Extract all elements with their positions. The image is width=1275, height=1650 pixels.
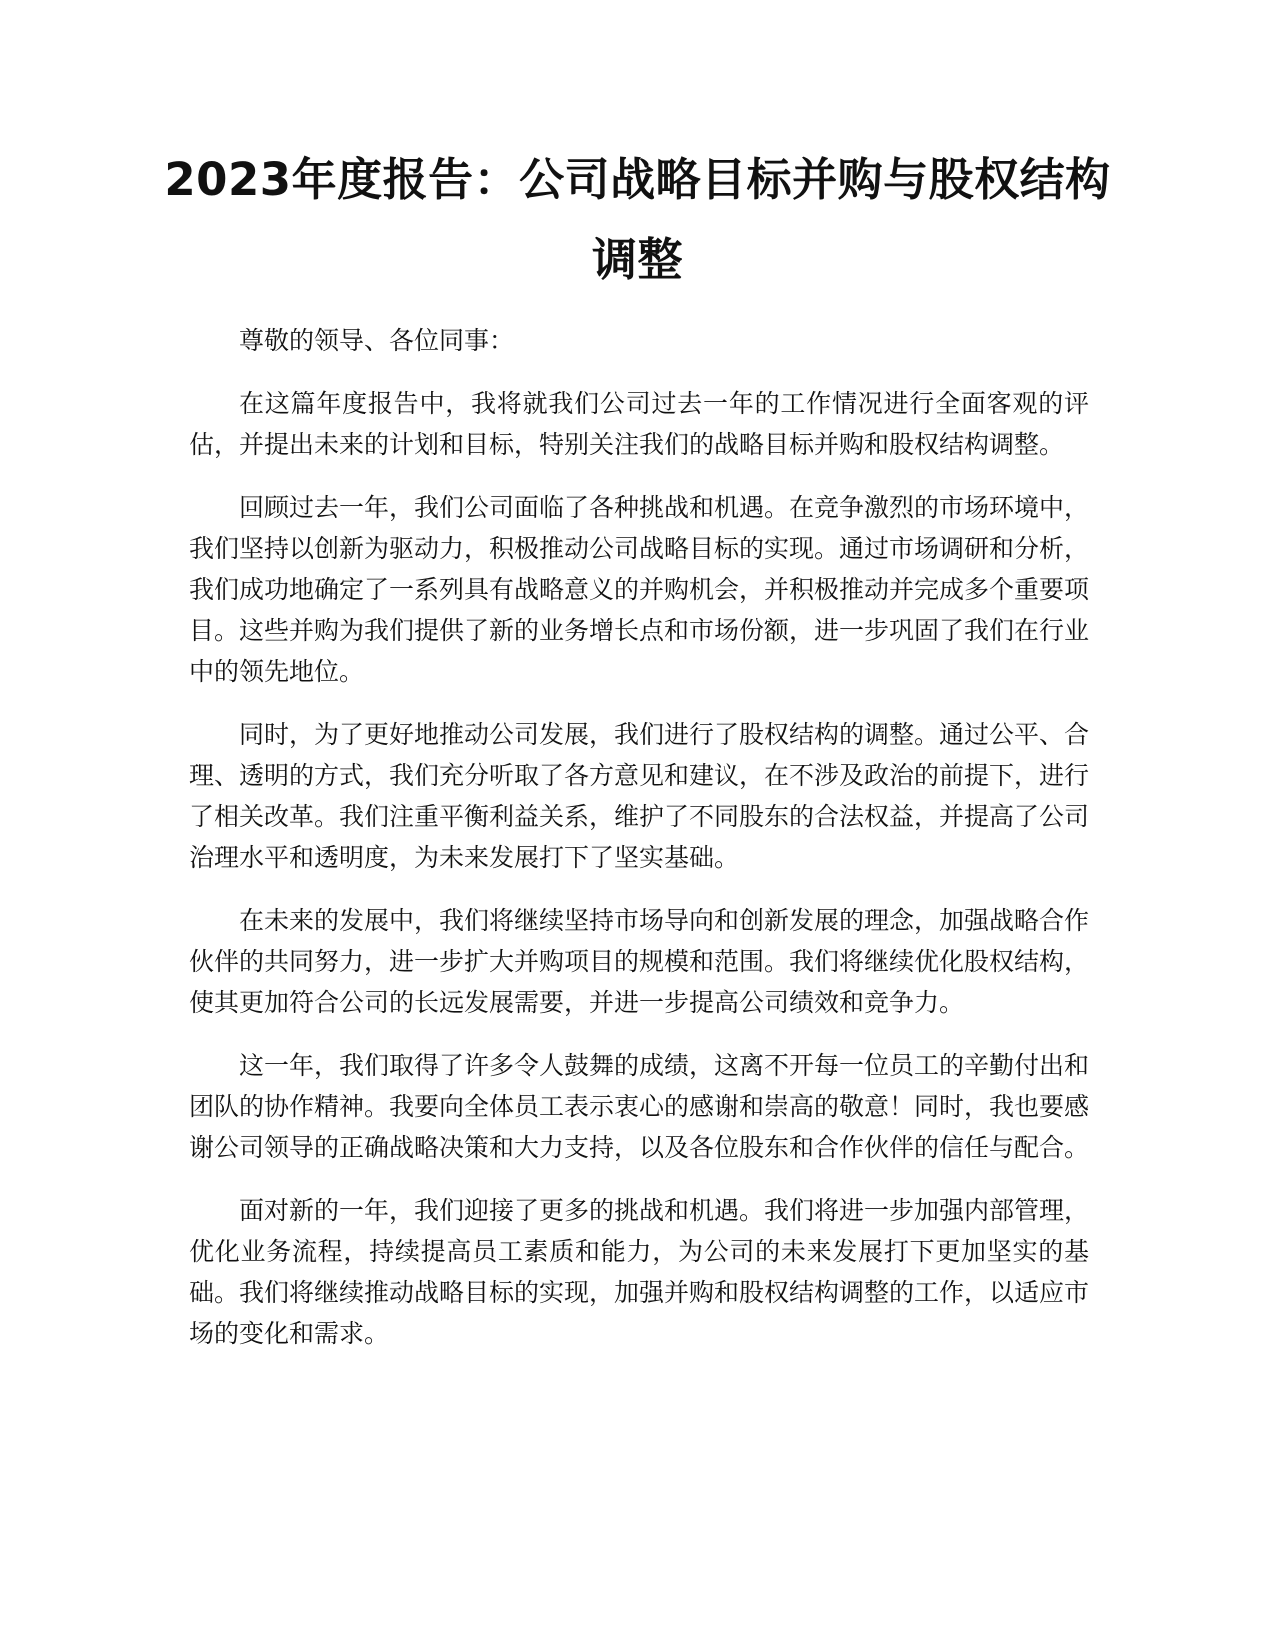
paragraph-6: 面对新的一年，我们迎接了更多的挑战和机遇。我们将进一步加强内部管理，优化业务流程，持续提高员工素质和能力，为公司的未来发展打下更加坚实的基础。我们将继续推动战略目标的实现，加强并购和股权结构调整的工作，以适应市场的变化和需求。 [189, 1196, 1090, 1348]
paragraph-2: 回顾过去一年，我们公司面临了各种挑战和机遇。在竞争激烈的市场环境中，我们坚持以创新为驱动力，积极推动公司战略目标的实现。通过市场调研和分析，我们成功地确定了一系列具有战略意义的并购机会，并积极推动并完成多个重要项目。这些并购为我们提供了新的业务增长点和市场份额，进一步巩固了我们在行业中的领先地位。 [189, 493, 1090, 686]
paragraph-1: 在这篇年度报告中，我将就我们公司过去一年的工作情况进行全面客观的评估，并提出未来的计划和目标，特别关注我们的战略目标并购和股权结构调整。 [189, 389, 1089, 459]
paragraph-5: 这一年，我们取得了许多令人鼓舞的成绩，这离不开每一位员工的辛勤付出和团队的协作精神。我要向全体员工表示衷心的感谢和崇高的敬意！同时，我也要感谢公司领导的正确战略决策和大力支持，以及各位股东和合作伙伴的信任与配合。 [189, 1051, 1090, 1162]
document-body [189, 320, 1089, 1376]
document-title: 2023年度报告：公司战略目标并购与股权结构调整 [164, 153, 1111, 286]
salutation: 尊敬的领导、各位同事： [239, 326, 515, 355]
paragraph-4: 在未来的发展中，我们将继续坚持市场导向和创新发展的理念，加强战略合作伙伴的共同努力，进一步扩大并购项目的规模和范围。我们将继续优化股权结构，使其更加符合公司的长远发展需要，并进一步提高公司绩效和竞争力。 [189, 906, 1090, 1017]
paragraph-3: 同时，为了更好地推动公司发展，我们进行了股权结构的调整。通过公平、合理、透明的方式，我们充分听取了各方意见和建议，在不涉及政治的前提下，进行了相关改革。我们注重平衡利益关系，维护了不同股东的合法权益，并提高了公司治理水平和透明度，为未来发展打下了坚实基础。 [189, 720, 1090, 872]
